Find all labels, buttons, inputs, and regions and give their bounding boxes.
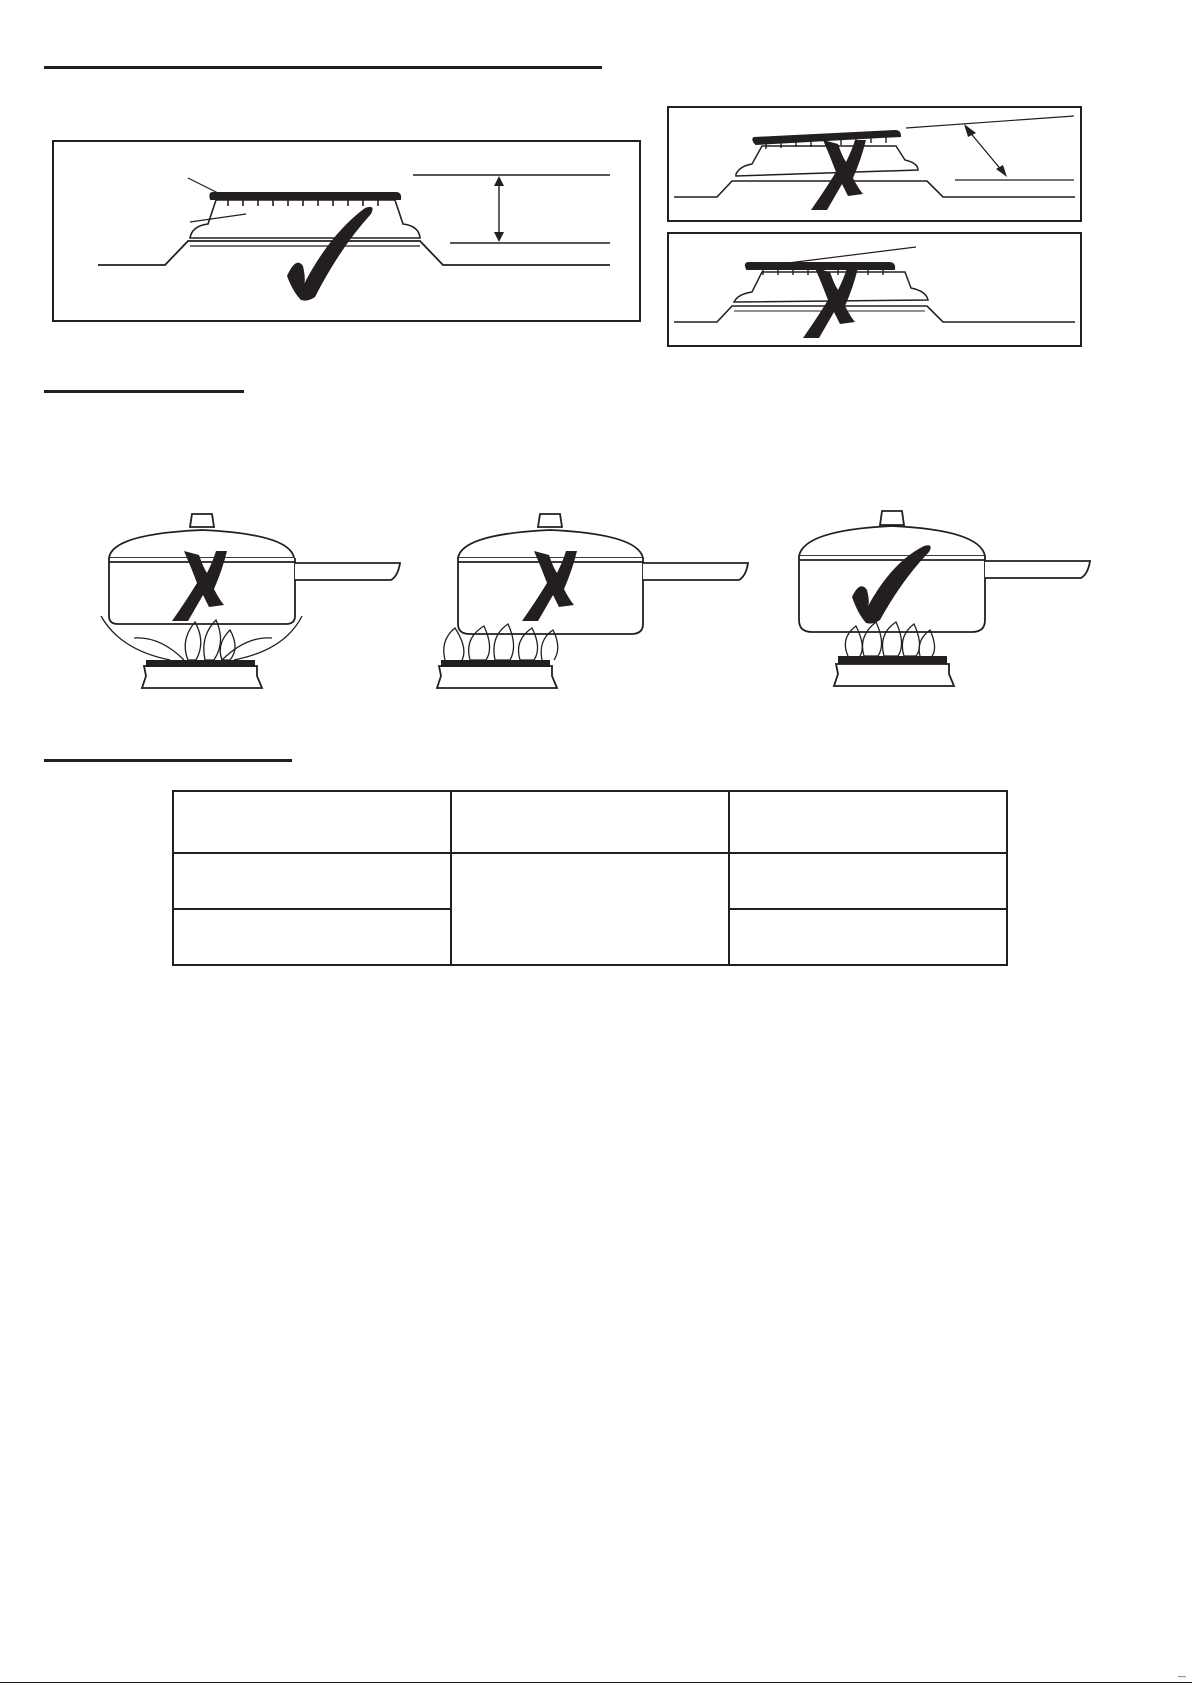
table-cell [729, 909, 1007, 965]
burner [834, 664, 954, 686]
page-bottom-rule [0, 1682, 1192, 1683]
burner-table [172, 790, 1008, 966]
table-cell [173, 909, 451, 965]
table-cell [173, 853, 451, 909]
pan-lid [799, 526, 985, 556]
page-mark: — [1178, 1672, 1186, 1681]
table-header-cell [729, 791, 1007, 853]
table-header-cell [173, 791, 451, 853]
pan-handle [985, 561, 1090, 578]
pan-lid-knob [880, 511, 904, 525]
table-cell-merged [451, 853, 729, 965]
table-cell [729, 853, 1007, 909]
table-header-cell [451, 791, 729, 853]
